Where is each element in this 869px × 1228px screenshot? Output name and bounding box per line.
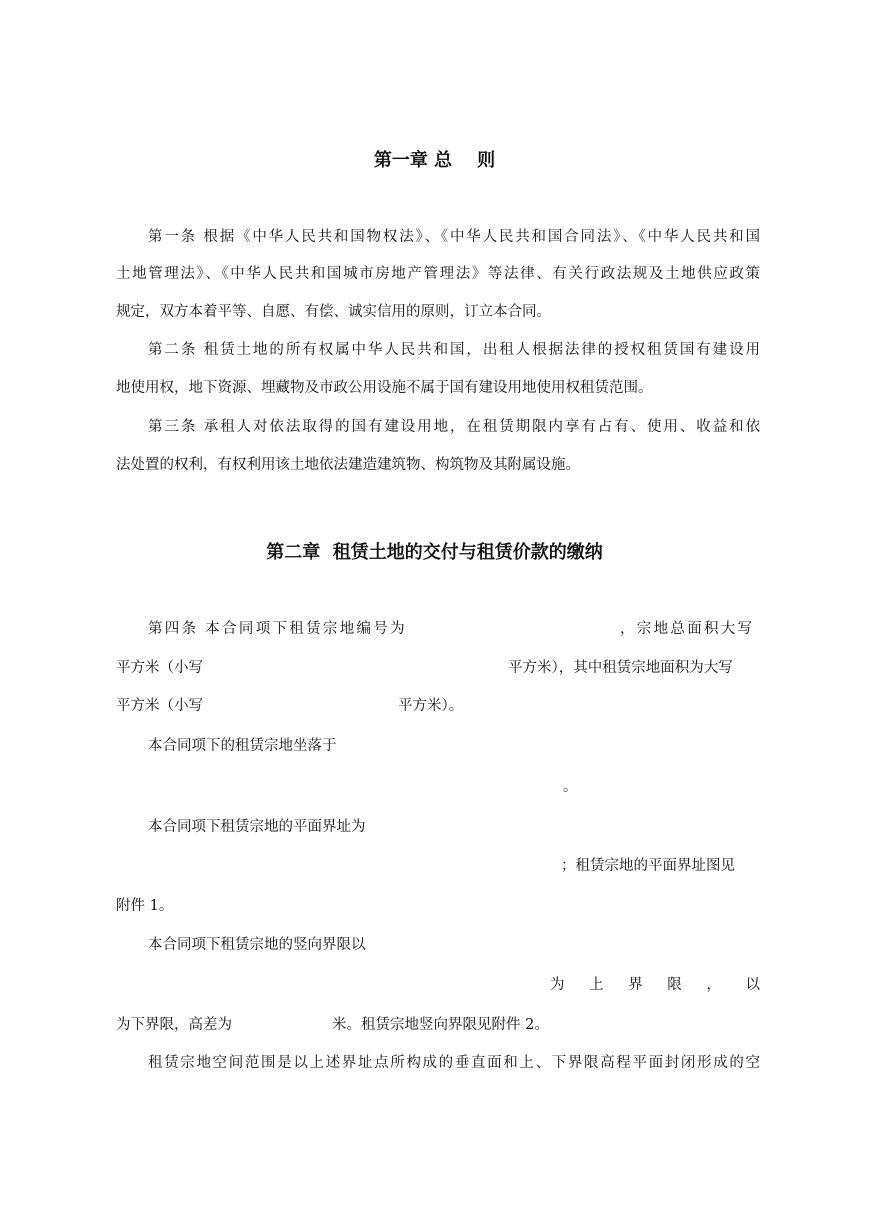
article-1-line-3: 规定，双方本着平等、自愿、有偿、诚实信用的原则，订立本合同。	[116, 304, 551, 320]
boundary-line-end: ；租赁宗地的平面界址图见	[561, 858, 735, 874]
chapter-2-title: 第二章 租赁土地的交付与租赁价款的缴纳	[266, 542, 603, 563]
vertical-char: ，	[706, 977, 721, 993]
vertical-char: 上	[589, 977, 604, 993]
article-4-line-2-start: 平方米（小写	[116, 660, 203, 676]
vertical-line-3-start: 为下界限，高差为	[116, 1017, 232, 1033]
article-3-line-2: 法处置的权利，有权利用该土地依法建造建筑物、构筑物及其附属设施。	[116, 457, 580, 473]
chapter-1-title: 第一章 总 则	[373, 150, 496, 171]
article-4-line-2-end: 平方米），其中租赁宗地面积为大写	[508, 660, 733, 676]
vertical-boundary-spread-line	[550, 976, 760, 994]
vertical-line-3-end: 米。租赁宗地竖向界限见附件 2。	[332, 1017, 549, 1033]
boundary-attachment: 附件 1。	[116, 898, 174, 914]
article-4-line-1-end: ，宗地总面积大写	[620, 621, 755, 637]
article-3-line-1: 第三条 承租人对依法取得的国有建设用地，在租赁期限内享有占有、使用、收益和依	[148, 419, 760, 435]
article-2-line-2: 地使用权，地下资源、埋藏物及市政公用设施不属于国有建设用地使用权租赁范围。	[116, 380, 653, 396]
vertical-char: 以	[745, 977, 760, 993]
article-4-line-1-start: 第四条 本合同项下租赁宗地编号为	[148, 621, 407, 637]
article-4-line-3-start: 平方米（小写	[116, 698, 203, 714]
vertical-char: 界	[628, 977, 643, 993]
location-end-mark: 。	[563, 779, 578, 795]
vertical-boundary-label: 本合同项下租赁宗地的竖向界限以	[148, 937, 366, 953]
boundary-label: 本合同项下租赁宗地的平面界址为	[148, 819, 366, 835]
article-4-line-3-end: 平方米）。	[398, 698, 464, 714]
article-2-line-1: 第二条 租赁土地的所有权属中华人民共和国，出租人根据法律的授权租赁国有建设用	[148, 342, 760, 358]
article-1-line-1: 第一条 根据《中华人民共和国物权法》、《中华人民共和国合同法》、《中华人民共和国	[148, 229, 760, 245]
location-label: 本合同项下的租赁宗地坐落于	[148, 738, 337, 754]
article-1-line-2: 土地管理法》、《中华人民共和国城市房地产管理法》等法律、有关行政法规及土地供应政策	[116, 266, 760, 282]
vertical-char: 为	[550, 977, 565, 993]
space-range-line: 租赁宗地空间范围是以上述界址点所构成的垂直面和上、下界限高程平面封闭形成的空	[148, 1055, 760, 1071]
vertical-char: 限	[667, 977, 682, 993]
